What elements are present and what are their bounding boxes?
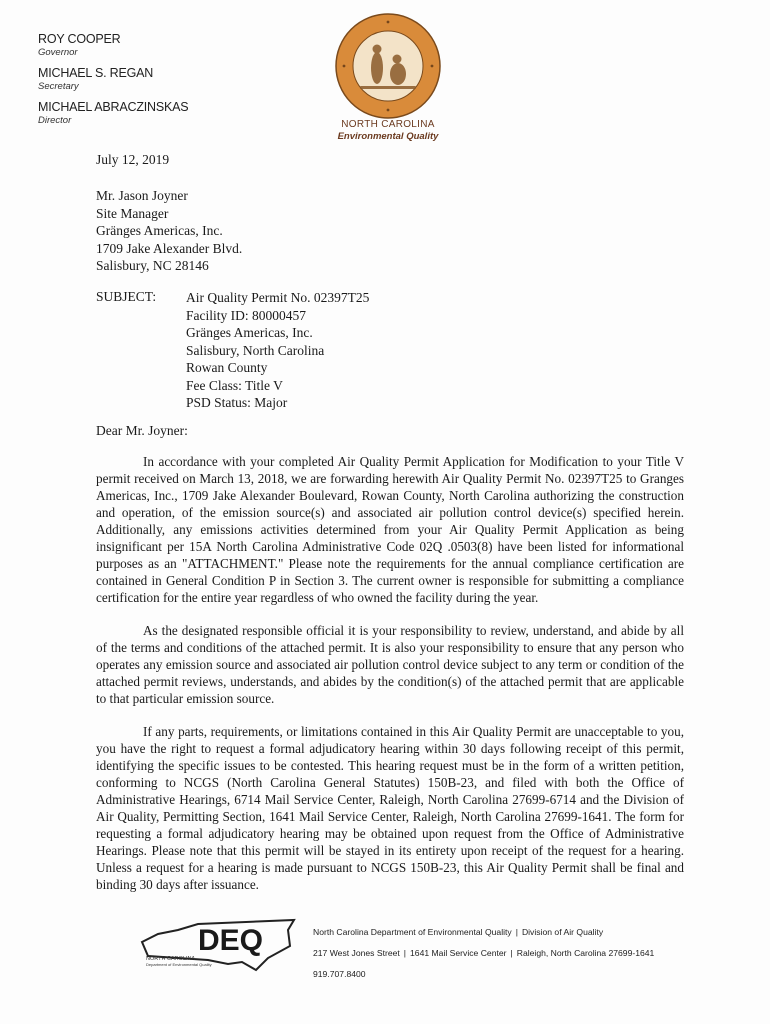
footer-city: Raleigh, North Carolina 27699-1641 xyxy=(516,948,655,958)
recipient-address xyxy=(96,187,242,275)
letter-date: July 12, 2019 xyxy=(96,152,170,167)
footer-msc: 1641 Mail Service Center xyxy=(410,948,507,958)
subject-label: SUBJECT: xyxy=(96,289,157,304)
subject-line: Rowan County xyxy=(186,360,268,375)
body-paragraph: As the designated responsible official it is your responsibility to review, understand, and abide by all of the terms and conditions of the attached permit. It is also your responsibility to ensure that any person who operates any emission source and associated air pollution control device subject to any term or condition of the attached permit reviews, understands, and abides by the condition(s) of the attached permit that are applicable to that particular emission source. xyxy=(96,623,684,706)
official-secretary xyxy=(38,66,188,92)
footer-contact xyxy=(313,922,654,985)
agency-name: Environmental Quality xyxy=(337,131,439,142)
footer-separator: | xyxy=(515,927,518,937)
recipient-line: Mr. Jason Joyner xyxy=(96,188,188,203)
deq-logo-caption: Department of Environmental Quality xyxy=(146,962,212,967)
official-governor xyxy=(38,32,188,58)
recipient-line: Site Manager xyxy=(96,205,169,221)
official-title: Secretary xyxy=(38,81,79,92)
subject-line: Salisbury, North Carolina xyxy=(186,342,325,358)
official-name: MICHAEL S. REGAN xyxy=(38,66,154,80)
subject-line: Gränges Americas, Inc. xyxy=(186,325,313,340)
recipient-line: Gränges Americas, Inc. xyxy=(96,223,223,238)
subject-line: Fee Class: Title V xyxy=(186,377,283,393)
deq-logo-caption: NORTH CAROLINA xyxy=(146,956,196,962)
footer-street: 217 West Jones Street xyxy=(313,948,400,958)
official-name: MICHAEL ABRACZINSKAS xyxy=(38,100,189,114)
subject-line: Air Quality Permit No. 02397T25 xyxy=(186,290,370,305)
official-title: Governor xyxy=(38,47,78,58)
official-director xyxy=(38,100,188,126)
agency-wordmark xyxy=(322,119,454,143)
body-paragraph: If any parts, requirements, or limitations contained in this Air Quality Permit are unacceptable to you, you have the right to request a formal adjudicatory hearing within 30 days following receipt of this permit, identifying the specific issues to be contested. This hearing request must be in the form of a written petition, conforming to NCGS (North Carolina General Statutes) 150B-23, and filed with both the Office of Administrative Hearings, 6714 Mail Service Center, Raleigh, North Carolina 27699-6714 and the Division of Air Quality, Permitting Section, 1641 Mail Service Center, Raleigh, North Carolina 27699-1641. The form for requesting a formal adjudicatory hearing may be obtained upon request from the Office of Administrative Hearings. Please note that this permit will be stayed in its entirety upon receipt of the request for a hearing. Unless a request for a hearing is made pursuant to NCGS 150B-23, this Air Quality Permit shall be final and binding 30 days after issuance. xyxy=(96,724,684,892)
official-title: Director xyxy=(38,115,72,126)
agency-state: NORTH CAROLINA xyxy=(341,119,435,130)
footer-org: North Carolina Department of Environmental Quality xyxy=(313,927,512,937)
deq-logo-text: DEQ xyxy=(198,924,264,957)
official-name: ROY COOPER xyxy=(38,32,121,46)
officials-block xyxy=(38,32,188,134)
state-seal-icon xyxy=(334,12,442,120)
footer-line-org xyxy=(313,922,654,943)
body-paragraph: In accordance with your completed Air Quality Permit Application for Modification to your Title V permit received on March 13, 2018, we are forwarding herewith Air Quality Permit No. 02397T25 to Granges Americas, Inc., 1709 Jake Alexander Boulevard, Rowan County, North Carolina authorizing the construction and operation, of the emission source(s) and associated air pollution control device(s) specified herein. Additionally, any emissions activities determined from your Air Quality Permit Application as being insignificant per 15A North Carolina Administrative Code 02Q .0503(8) have been listed for informational purposes as an "ATTACHMENT." Please note the requirements for the annual compliance certification are contained in General Condition P in Section 3. The current owner is responsible for submitting a compliance certification for the entire year regardless of who owned the facility during the year. xyxy=(96,454,684,605)
subject-line: PSD Status: Major xyxy=(186,395,288,410)
footer-separator: | xyxy=(403,948,407,958)
letter-body xyxy=(96,453,684,909)
subject-block xyxy=(186,289,369,412)
subject-line: Facility ID: 80000457 xyxy=(186,307,306,323)
deq-logo-icon xyxy=(138,912,298,974)
footer-phone: 919.707.8400 xyxy=(313,969,366,979)
salutation: Dear Mr. Joyner: xyxy=(96,423,188,438)
recipient-line: 1709 Jake Alexander Blvd. xyxy=(96,240,243,256)
footer-division: Division of Air Quality xyxy=(521,927,604,937)
footer-line-address xyxy=(313,943,654,964)
footer-separator: | xyxy=(510,948,513,958)
recipient-line: Salisbury, NC 28146 xyxy=(96,258,209,273)
